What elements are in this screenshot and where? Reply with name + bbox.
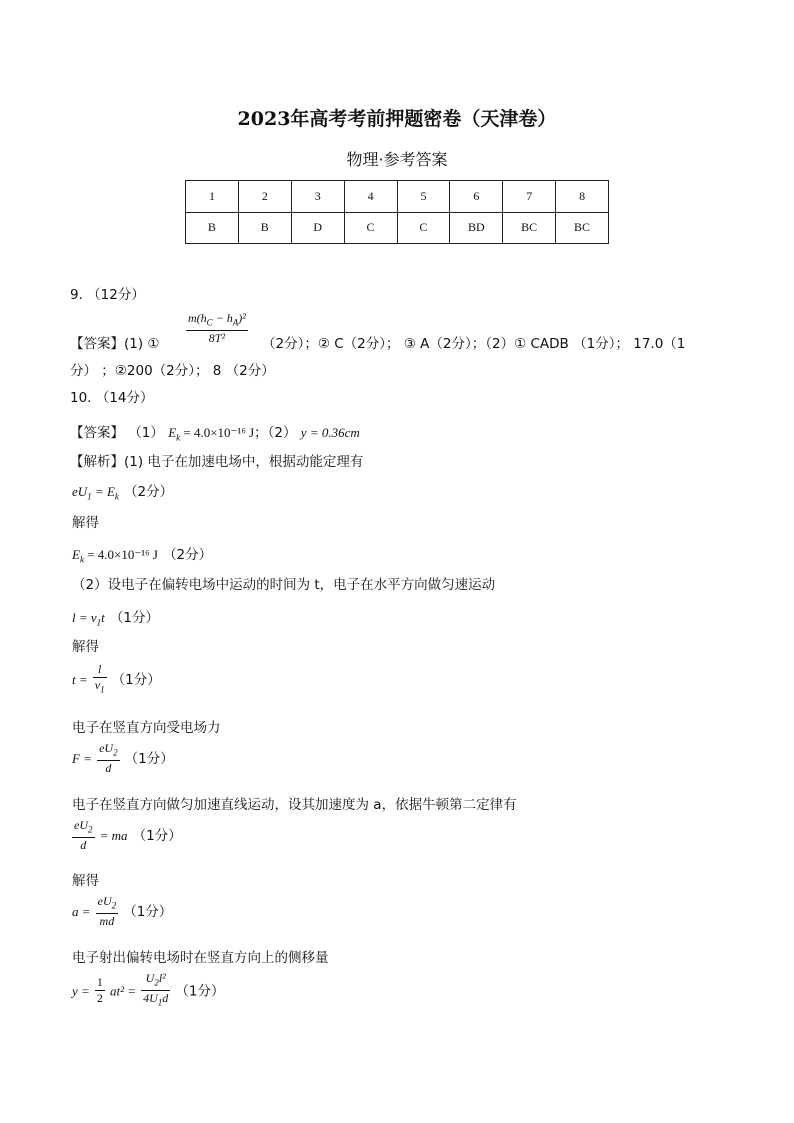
eq-acceleration: a = $\frac{eU_2}{md}$ （1分）: [72, 894, 173, 929]
answer-cell: B: [186, 212, 239, 244]
q10-analysis-intro: 【解析】(1) 电子在加速电场中，根据动能定理有: [70, 454, 364, 470]
page-title: 2023年高考考前押题密卷（天津卷）: [237, 108, 557, 130]
answer-cell: C: [344, 212, 397, 244]
q9-formula: $\frac{m(h_C - h_A)^2}{\text{8T²}}$: [188, 311, 246, 346]
answer-table-answer-row: [186, 212, 609, 244]
q9-answer-line1: （2分）；② C（2分）； ③ A（2分）；（2）① CADB （1分）； 17.0（1: [262, 336, 686, 352]
eq-newton: $\frac{eU_2}{d}$ = ma （1分）: [74, 818, 182, 853]
answer-table: [185, 180, 609, 244]
answer-cell: BD: [450, 212, 503, 244]
question-number: 3: [291, 181, 344, 213]
answer-cell: C: [397, 212, 450, 244]
answer-cell: B: [238, 212, 291, 244]
answer-cell: BC: [503, 212, 556, 244]
question-number: 4: [344, 181, 397, 213]
shift-text: 电子射出偏转电场时在竖直方向上的侧移量: [72, 950, 329, 966]
question-number: 6: [450, 181, 503, 213]
question-number: 8: [556, 181, 609, 213]
accel-text: 电子在竖直方向做匀加速直线运动，设其加速度为 a，依据牛顿第二定律有: [72, 797, 517, 813]
eq-force: F = $\frac{eU_2}{d}$ （1分）: [72, 741, 174, 776]
jiede-label: 解得: [72, 873, 99, 889]
eq-horizontal-motion: $l = v_1t$ （1分）: [72, 610, 159, 628]
eq-time: t = $\frac{l}{v_1}$ （1分）: [72, 662, 161, 695]
answer-table-header-row: [186, 181, 609, 213]
page-subtitle: 物理·参考答案: [346, 150, 448, 169]
jiede-label: 解得: [72, 639, 99, 655]
question-number: 7: [503, 181, 556, 213]
eq-ek-value: $E_k = 4.0\times 10^{-16}$ J （2分）: [72, 547, 213, 565]
eq-energy-theorem: $eU_1 = E_k$ （2分）: [72, 484, 174, 502]
q10-heading: 10. （14分）: [70, 390, 154, 406]
answer-cell: BC: [556, 212, 609, 244]
q9-heading: 9. （12分）: [70, 287, 145, 303]
question-number: 5: [397, 181, 450, 213]
eq-displacement: y = $\frac{1}{2}$ at² = $\frac{U_2l^2}{4U_1d}$ （1分）: [72, 971, 225, 1008]
q10-part2-text: （2）设电子在偏转电场中运动的时间为 t，电子在水平方向做匀速运动: [72, 577, 496, 593]
q9-answer-label: 【答案】(1) ①: [70, 336, 160, 352]
q9-answer-line2: 分） ；②200（2分）； 8 （2分）: [70, 363, 275, 379]
jiede-label: 解得: [72, 515, 99, 531]
force-text: 电子在竖直方向受电场力: [72, 720, 221, 736]
q10-answer: 【答案】 （1） $E_k = 4.0\times 10^{-16}$ J；（2） y = 0.36cm: [70, 425, 360, 443]
question-number: 2: [238, 181, 291, 213]
question-number: 1: [186, 181, 239, 213]
answer-cell: D: [291, 212, 344, 244]
